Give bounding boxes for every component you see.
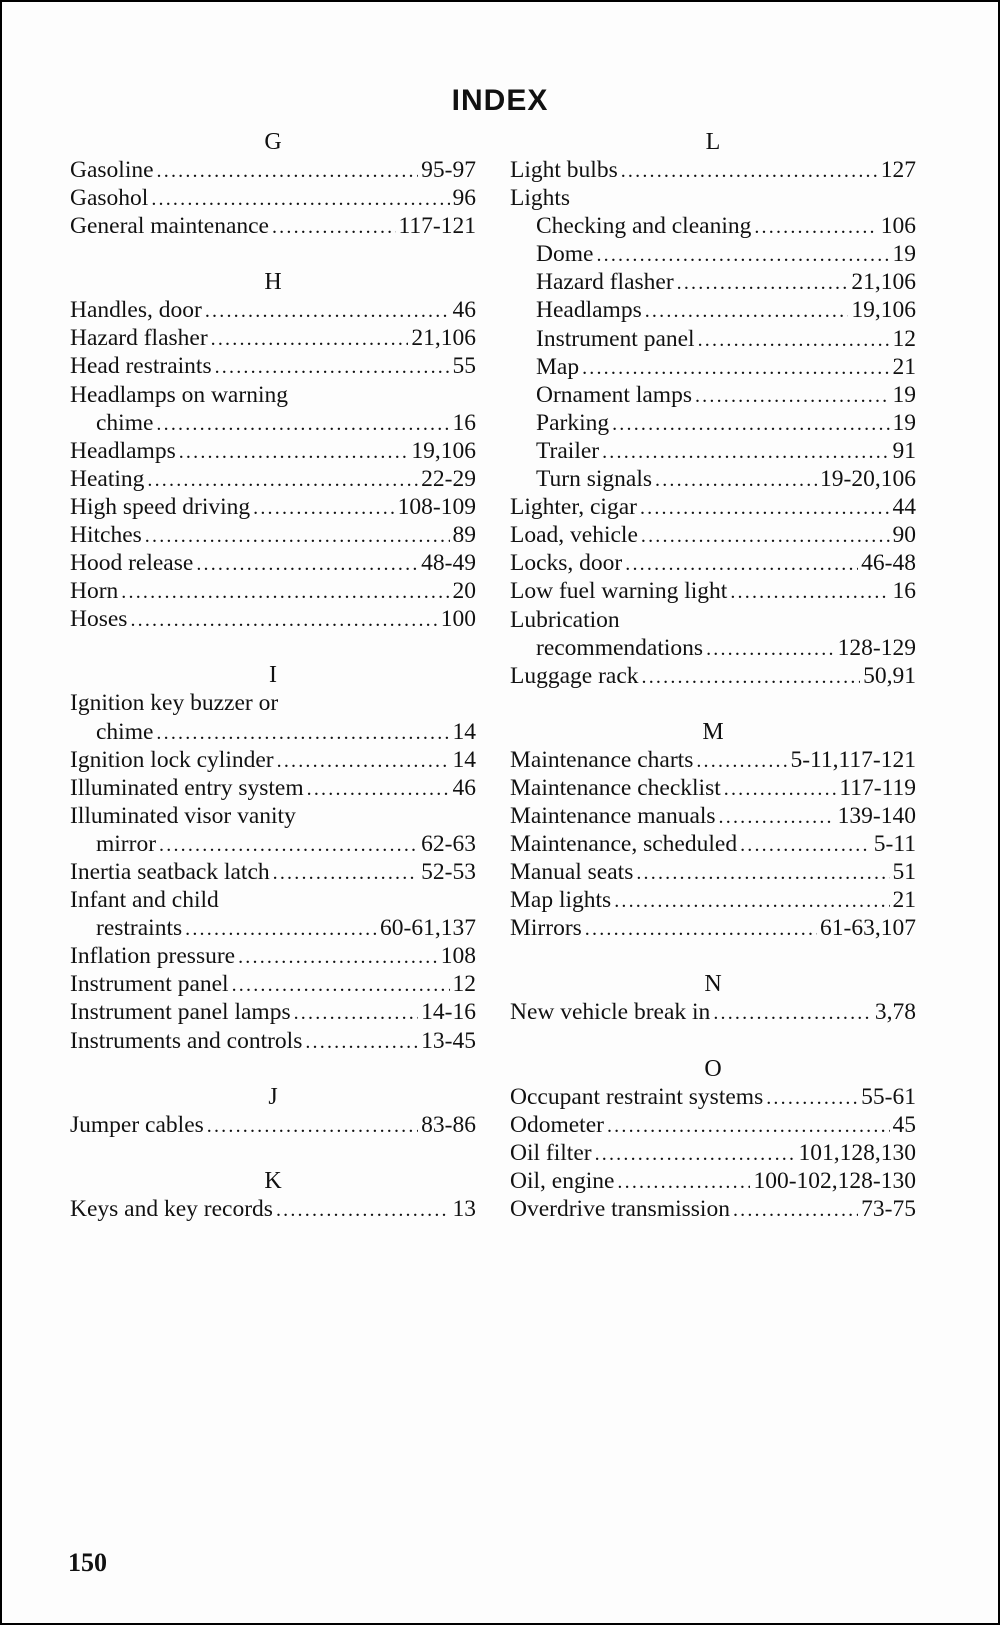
dot-leader (696, 747, 787, 775)
dot-leader (698, 326, 890, 354)
dot-leader (211, 325, 409, 353)
index-entry (510, 493, 916, 521)
entry-name: Turn signals (536, 466, 653, 493)
entry-name: Luggage rack (510, 662, 639, 689)
index-entry (510, 914, 916, 942)
index-entry (510, 381, 916, 409)
dot-leader (215, 353, 450, 381)
entry-pages: 100 (440, 606, 476, 633)
entry-name: Headlamps (536, 297, 642, 324)
entry-name: Head restraints (70, 353, 212, 380)
entry-pages: 14-16 (421, 999, 476, 1026)
entry-name: Map lights (510, 887, 612, 914)
dot-leader (754, 213, 877, 241)
entry-name: Load, vehicle (510, 522, 638, 549)
index-entry (70, 296, 476, 324)
entry-pages: 19,106 (851, 297, 916, 324)
index-entry (510, 1167, 916, 1195)
entry-pages: 12 (452, 971, 476, 998)
index-entry (510, 1195, 916, 1223)
entry-pages: 19 (892, 409, 916, 436)
dot-leader (294, 999, 419, 1027)
entry-pages: 83-86 (421, 1111, 476, 1138)
entry-name: Occupant restraint systems (510, 1083, 764, 1110)
section-letter: N (704, 971, 722, 998)
entry-name: High speed driving (70, 493, 251, 520)
dot-leader (205, 297, 450, 325)
index-entry (510, 240, 916, 268)
entry-name: Mirrors (510, 915, 582, 942)
entry-name: Inertia seatback latch (70, 858, 270, 885)
section-spacer (510, 690, 916, 718)
dot-leader (156, 719, 449, 747)
section-spacer (70, 1139, 476, 1167)
dot-leader (273, 859, 419, 887)
index-entry (510, 1111, 916, 1139)
index-entry (70, 212, 476, 240)
entry-name: Heating (70, 465, 145, 492)
index-entry (70, 521, 476, 549)
index-entry (70, 802, 476, 830)
dot-leader (642, 663, 861, 691)
entry-pages: 13 (452, 1195, 476, 1222)
entry-name: Lighter, cigar (510, 494, 637, 521)
entry-name: Hitches (70, 522, 142, 549)
entry-name: Instrument panel (70, 971, 229, 998)
entry-pages: 44 (892, 494, 916, 521)
index-entry (70, 437, 476, 465)
index-entry (510, 409, 916, 437)
entry-name: Illuminated visor vanity (70, 802, 296, 829)
dot-leader (238, 943, 438, 971)
entry-name: Manual seats (510, 859, 634, 886)
index-entry (510, 858, 916, 886)
entry-pages: 73-75 (861, 1195, 916, 1222)
index-entry (70, 156, 476, 184)
entry-pages: 19,106 (411, 437, 476, 464)
index-entry (70, 1027, 476, 1055)
entry-pages: 51 (892, 859, 916, 886)
dot-leader (636, 859, 889, 887)
entry-pages: 14 (452, 718, 476, 745)
dot-leader (121, 578, 449, 606)
entry-pages: 5-11 (873, 831, 916, 858)
index-entry (510, 746, 916, 774)
index-entry (70, 1195, 476, 1223)
index-entry (70, 549, 476, 577)
entry-name: Maintenance, scheduled (510, 831, 738, 858)
entry-name: Map (536, 353, 580, 380)
entry-name: Headlamps (70, 437, 176, 464)
entry-name: Parking (536, 409, 610, 436)
entry-pages: 90 (892, 522, 916, 549)
entry-pages: 14 (452, 746, 476, 773)
index-entry (510, 521, 916, 549)
entry-pages: 3,78 (874, 999, 916, 1026)
entry-pages: 12 (892, 325, 916, 352)
entry-name: Dome (536, 241, 594, 268)
entry-pages: 50,91 (863, 662, 916, 689)
index-entry (510, 886, 916, 914)
dot-leader (607, 1112, 890, 1140)
index-entry (70, 746, 476, 774)
index-column-left (70, 128, 476, 1223)
entry-pages: 21 (892, 353, 916, 380)
section-letter: O (704, 1055, 722, 1082)
entry-name: Maintenance charts (510, 746, 694, 773)
index-entry (510, 325, 916, 353)
index-entry (510, 465, 916, 493)
dot-leader (695, 382, 890, 410)
dot-leader (151, 185, 449, 213)
entry-pages: 91 (892, 437, 916, 464)
index-entry (510, 577, 916, 605)
entry-name: Gasohol (70, 185, 149, 212)
entry-pages: 48-49 (421, 550, 476, 577)
dot-leader (276, 1196, 450, 1224)
entry-name: Instrument panel lamps (70, 999, 291, 1026)
entry-name: mirror (96, 830, 157, 857)
entry-name: Low fuel warning light (510, 578, 728, 605)
index-entry (510, 353, 916, 381)
index-entry (70, 465, 476, 493)
index-entry (70, 942, 476, 970)
index-entry (70, 352, 476, 380)
entry-pages: 21 (892, 887, 916, 914)
section-letter: H (264, 269, 282, 296)
entry-pages: 19-20,106 (820, 466, 916, 493)
entry-name: Hoses (70, 606, 128, 633)
index-entry (70, 324, 476, 352)
entry-pages: 128-129 (837, 634, 916, 661)
page-title: INDEX (451, 84, 549, 117)
entry-name: Hood release (70, 550, 194, 577)
entry-name: Jumper cables (70, 1111, 204, 1138)
entry-name: Oil, engine (510, 1167, 615, 1194)
dot-leader (595, 1140, 796, 1168)
dot-leader (612, 410, 889, 438)
entry-pages: 117-121 (398, 213, 476, 240)
dot-leader (157, 157, 419, 185)
entry-pages: 55-61 (861, 1083, 916, 1110)
entry-name: Gasoline (70, 157, 154, 183)
entry-name: Horn (70, 578, 119, 605)
entry-pages: 100-102,128-130 (753, 1167, 916, 1194)
entry-name: Instruments and controls (70, 1027, 303, 1054)
dot-leader (706, 635, 835, 663)
index-entry (70, 970, 476, 998)
entry-pages: 46 (452, 774, 476, 801)
dot-leader (305, 1028, 418, 1056)
dot-leader (585, 915, 817, 943)
index-entry (70, 774, 476, 802)
entry-name: recommendations (536, 634, 704, 661)
entry-pages: 95-97 (421, 157, 476, 183)
entry-pages: 20 (452, 578, 476, 605)
dot-leader (196, 550, 418, 578)
entry-pages: 108-109 (397, 493, 476, 520)
index-entry (510, 802, 916, 830)
entry-name: General maintenance (70, 213, 269, 240)
dot-leader (147, 466, 418, 494)
dot-leader (730, 578, 889, 606)
index-entry (70, 858, 476, 886)
entry-pages: 139-140 (837, 802, 916, 829)
dot-leader (602, 438, 889, 466)
entry-name: Ornament lamps (536, 381, 692, 408)
entry-pages: 117-119 (839, 774, 916, 801)
index-entry (70, 184, 476, 212)
entry-pages: 127 (880, 157, 916, 183)
section-letter: L (705, 129, 721, 155)
entry-name: Locks, door (510, 550, 623, 577)
index-entry (510, 774, 916, 802)
index-entry (70, 886, 476, 914)
index-entry (510, 156, 916, 184)
index-entry (510, 212, 916, 240)
entry-pages: 16 (892, 578, 916, 605)
entry-pages: 106 (880, 213, 916, 240)
dot-leader (740, 831, 871, 859)
section-spacer (70, 240, 476, 268)
dot-leader (713, 999, 872, 1027)
index-entry (70, 689, 476, 717)
index-column-right (510, 128, 916, 1223)
entry-name: Trailer (536, 437, 600, 464)
entry-pages: 19 (892, 241, 916, 268)
dot-leader (640, 494, 890, 522)
index-entry (510, 662, 916, 690)
index-entry (510, 634, 916, 662)
dot-leader (719, 803, 835, 831)
entry-pages: 46 (452, 297, 476, 324)
entry-pages: 16 (452, 409, 476, 436)
entry-pages: 46-48 (861, 550, 916, 577)
entry-name: Keys and key records (70, 1195, 273, 1222)
index-entry (70, 577, 476, 605)
entry-name: Headlamps on warning (70, 381, 288, 408)
section-letter: J (268, 1083, 278, 1110)
entry-pages: 60-61,137 (380, 915, 476, 942)
dot-leader (253, 494, 395, 522)
entry-pages: 61-63,107 (820, 915, 916, 942)
dot-leader (179, 438, 409, 466)
entry-name: Maintenance manuals (510, 802, 716, 829)
section-letter: K (264, 1167, 282, 1194)
dot-leader (145, 522, 450, 550)
entry-pages: 52-53 (421, 858, 476, 885)
dot-leader (614, 887, 889, 915)
dot-leader (277, 747, 450, 775)
dot-leader (724, 775, 837, 803)
entry-name: Illuminated entry system (70, 774, 304, 801)
section-letter: M (702, 718, 724, 745)
entry-name: Hazard flasher (70, 325, 208, 352)
section-spacer (70, 633, 476, 661)
index-entry (70, 998, 476, 1026)
dot-leader (130, 606, 437, 634)
entry-pages: 5-11,117-121 (790, 746, 916, 773)
dot-leader (307, 775, 450, 803)
dot-leader (641, 522, 890, 550)
entry-pages: 96 (452, 185, 476, 212)
index-entry (70, 914, 476, 942)
index-entry (70, 409, 476, 437)
entry-name: New vehicle break in (510, 999, 711, 1026)
dot-leader (156, 410, 449, 438)
section-spacer (70, 1055, 476, 1083)
entry-pages: 13-45 (421, 1027, 476, 1054)
entry-name: Odometer (510, 1111, 604, 1138)
dot-leader (645, 297, 849, 325)
index-entry (510, 549, 916, 577)
entry-name: Hazard flasher (536, 269, 674, 296)
entry-pages: 89 (452, 522, 476, 549)
dot-leader (272, 213, 396, 241)
index-entry (510, 268, 916, 296)
entry-name: Oil filter (510, 1139, 592, 1166)
entry-name: Ignition key buzzer or (70, 690, 279, 717)
dot-leader (617, 1168, 750, 1196)
index-entry (510, 606, 916, 634)
entry-name: Infant and child (70, 887, 219, 914)
entry-pages: 21,106 (411, 325, 476, 352)
entry-name: Light bulbs (510, 157, 618, 183)
entry-pages: 62-63 (421, 830, 476, 857)
entry-name: Lubrication (510, 606, 620, 633)
index-entry (510, 184, 916, 212)
index-entry (70, 381, 476, 409)
entry-name: Inflation pressure (70, 943, 236, 970)
entry-name: restraints (96, 915, 183, 942)
index-entry (70, 718, 476, 746)
index-entry (510, 998, 916, 1026)
index-entry (70, 493, 476, 521)
dot-leader (677, 269, 849, 297)
entry-pages: 55 (452, 353, 476, 380)
dot-leader (655, 466, 817, 494)
entry-pages: 22-29 (421, 465, 476, 492)
entry-name: Ignition lock cylinder (70, 746, 274, 773)
entry-pages: 108 (440, 943, 476, 970)
dot-leader (621, 157, 878, 185)
index-entry (510, 1083, 916, 1111)
entry-name: Maintenance checklist (510, 774, 721, 801)
dot-leader (159, 831, 418, 859)
section-spacer (510, 942, 916, 970)
index-entry (70, 1111, 476, 1139)
index-entry (510, 437, 916, 465)
entry-name: Handles, door (70, 297, 202, 324)
entry-name: Lights (510, 185, 571, 212)
index-entry (510, 296, 916, 324)
entry-pages: 19 (892, 381, 916, 408)
entry-name: chime (96, 409, 154, 436)
section-letter: G (264, 129, 282, 155)
dot-leader (766, 1084, 858, 1112)
entry-pages: 101,128,130 (798, 1139, 916, 1166)
dot-leader (582, 354, 889, 382)
dot-leader (207, 1112, 418, 1140)
dot-leader (733, 1196, 858, 1224)
section-letter: I (269, 662, 277, 689)
entry-pages: 45 (892, 1111, 916, 1138)
dot-leader (625, 550, 858, 578)
index-entry (510, 830, 916, 858)
entry-name: Instrument panel (536, 325, 695, 352)
dot-leader (185, 915, 377, 943)
dot-leader (232, 971, 450, 999)
section-spacer (510, 1027, 916, 1055)
entry-name: Checking and cleaning (536, 213, 752, 240)
index-entry (70, 830, 476, 858)
entry-name: chime (96, 718, 154, 745)
index-entry (510, 1139, 916, 1167)
dot-leader (596, 241, 889, 269)
entry-pages: 21,106 (851, 269, 916, 296)
index-entry (70, 605, 476, 633)
page-number: 150 (68, 1548, 107, 1577)
entry-name: Overdrive transmission (510, 1195, 730, 1222)
